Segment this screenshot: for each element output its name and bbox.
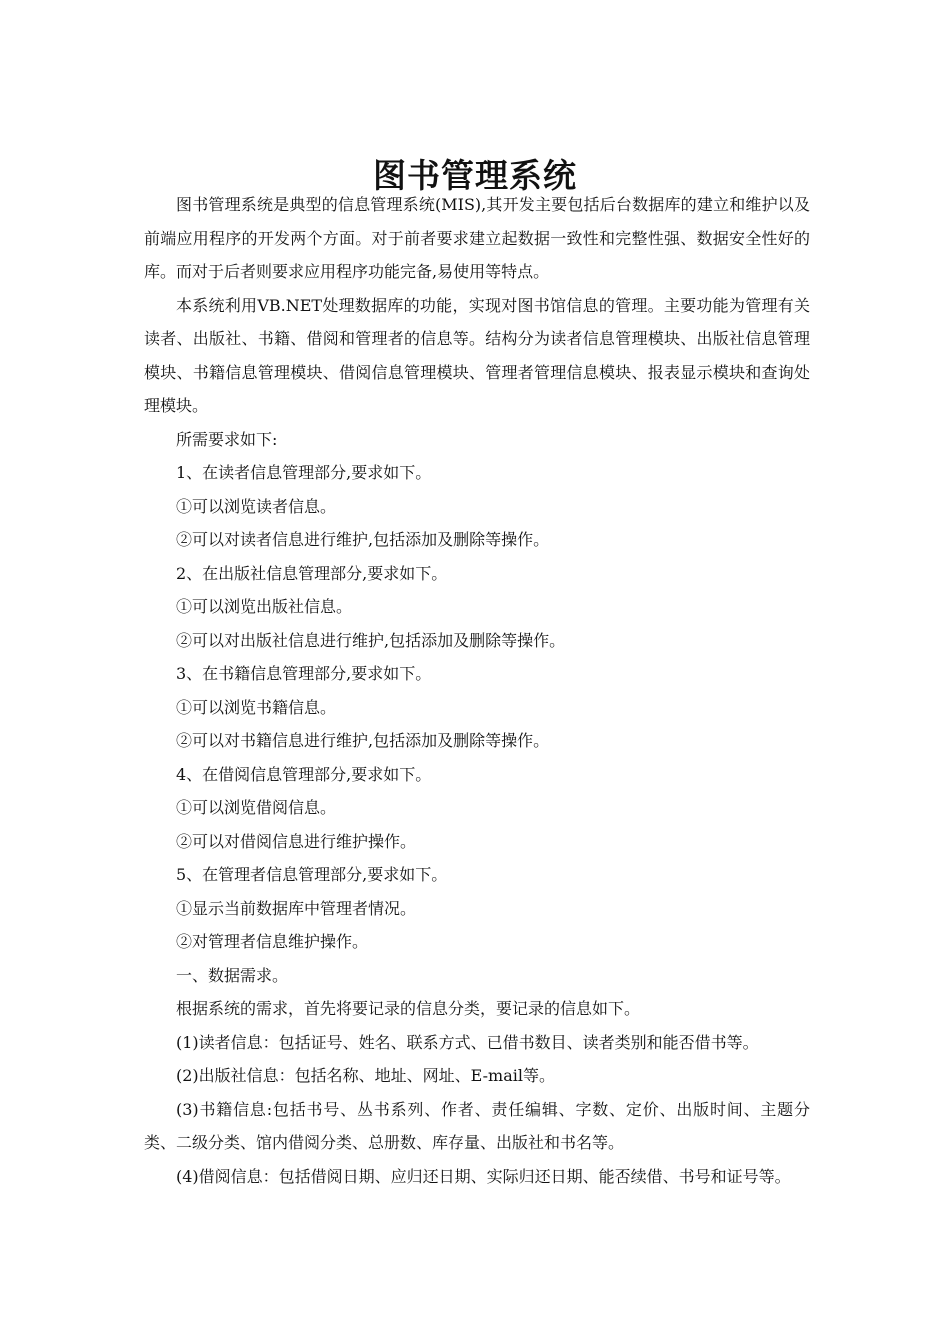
- data-item: (4)借阅信息：包括借阅日期、应归还日期、实际归还日期、能否续借、书号和证号等。: [176, 1166, 791, 1186]
- requirement-item: ②对管理者信息维护操作。: [176, 932, 369, 951]
- requirement-heading: 3、在书籍信息管理部分,要求如下。: [176, 664, 432, 683]
- paragraph: 所需要求如下:: [176, 429, 278, 449]
- requirement-heading: 5、在管理者信息管理部分,要求如下。: [176, 865, 448, 884]
- section-heading: 一、数据需求。: [176, 965, 289, 985]
- paragraph: 本系统利用VB.NET处理数据库的功能，实现对图书馆信息的管理。主要功能为管理有关读者、出版社、书籍、借阅和管理者的信息等。结构分为读者信息管理模块、出版社信息管理模块、书籍信息管理模块、借阅信息管理模块、管理者管理信息模块、报表显示模块和查询处理模块。: [144, 295, 810, 415]
- requirement-item: ①可以浏览书籍信息。: [176, 697, 337, 717]
- data-item: (2)出版社信息：包括名称、地址、网址、E-mail等。: [176, 1066, 555, 1085]
- requirement-item: ①可以浏览读者信息。: [176, 496, 337, 516]
- requirement-item: ②可以对出版社信息进行维护,包括添加及删除等操作。: [176, 630, 566, 650]
- data-item: (1)读者信息：包括证号、姓名、联系方式、已借书数目、读者类别和能否借书等。: [176, 1032, 759, 1052]
- requirement-heading: 2、在出版社信息管理部分,要求如下。: [176, 563, 448, 583]
- requirement-item: ②可以对读者信息进行维护,包括添加及删除等操作。: [176, 530, 550, 549]
- requirement-item: ②可以对借阅信息进行维护操作。: [176, 831, 417, 851]
- requirement-item: ②可以对书籍信息进行维护,包括添加及删除等操作。: [176, 731, 550, 750]
- requirement-item: ①可以浏览出版社信息。: [176, 597, 353, 616]
- requirement-item: ①显示当前数据库中管理者情况。: [176, 898, 417, 918]
- document-body: [144, 188, 810, 1193]
- data-item: (3)书籍信息:包括书号、丛书系列、作者、责任编辑、字数、定价、出版时间、主题分类、二级分类、馆内借阅分类、总册数、库存量、出版社和书名等。: [144, 1099, 810, 1152]
- document-title: 图书管理系统: [373, 156, 577, 196]
- paragraph: 图书管理系统是典型的信息管理系统(MIS),其开发主要包括后台数据库的建立和维护以及前端应用程序的开发两个方面。对于前者要求建立起数据一致性和完整性强、数据安全性好的库。而对于后者则要求应用程序功能完备,易使用等特点。: [144, 195, 810, 281]
- requirement-heading: 4、在借阅信息管理部分,要求如下。: [176, 764, 432, 784]
- paragraph: 根据系统的需求，首先将要记录的信息分类，要记录的信息如下。: [176, 999, 641, 1018]
- requirement-item: ①可以浏览借阅信息。: [176, 798, 337, 817]
- requirement-heading: 1、在读者信息管理部分,要求如下。: [176, 463, 432, 482]
